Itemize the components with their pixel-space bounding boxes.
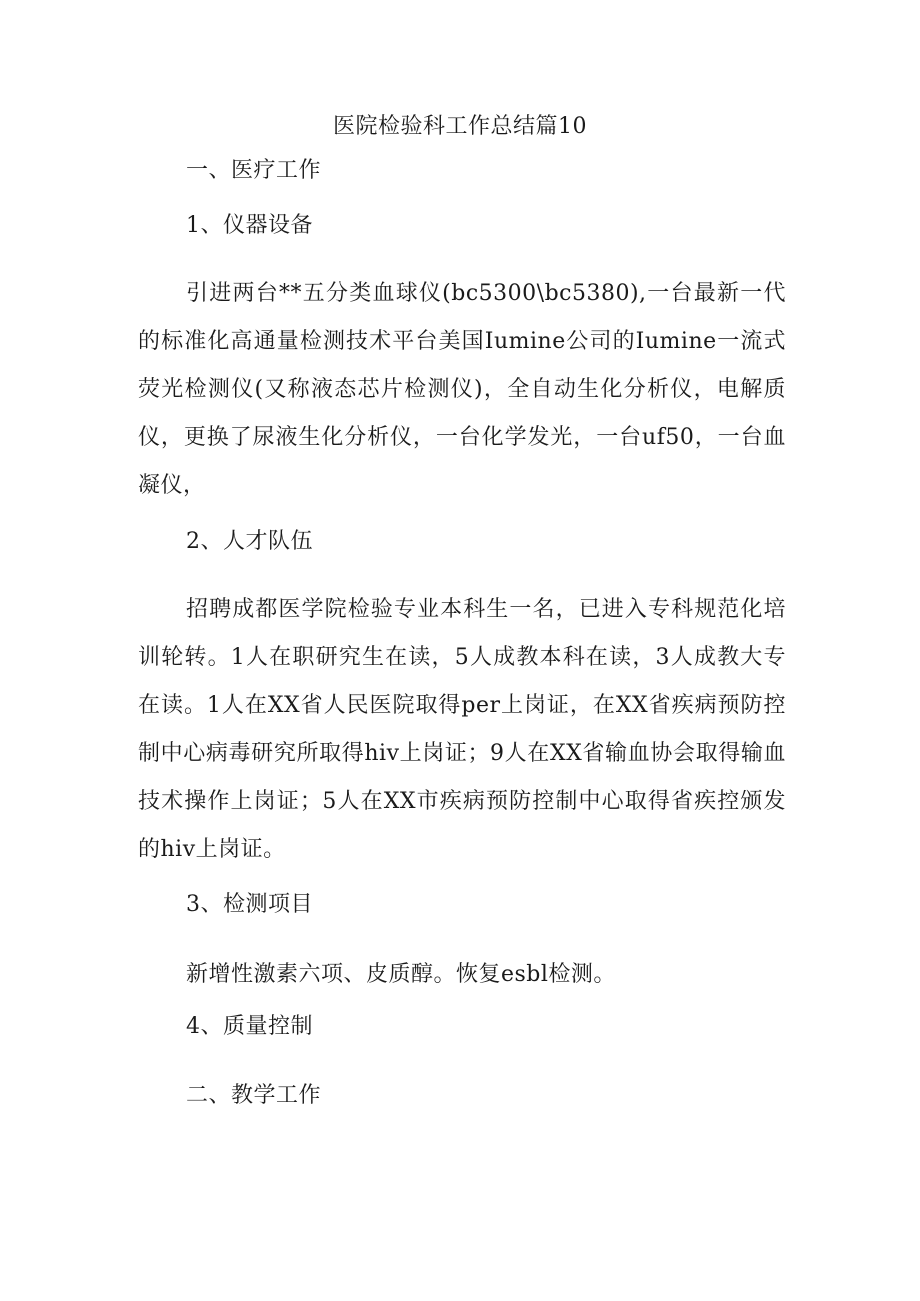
- paragraph-equipment: 引进两台**五分类血球仪(bc5300\bc5380),一台最新一代的标准化高通量检测技术平台美国Iumine公司的Iumine一流式荧光检测仪(又称液态芯片检测仪)，全自动生化分析仪，电解质仪，更换了尿液生化分析仪，一台化学发光，一台uf50，一台血凝仪，: [138, 281, 786, 498]
- paragraph-test-items: 新增性激素六项、皮质醇。恢复esbl检测。: [186, 962, 616, 987]
- subsection-heading-talent-team: 2、人才队伍: [186, 529, 313, 554]
- page-title: 医院检验科工作总结篇10: [333, 114, 587, 139]
- paragraph-talent-team: 招聘成都医学院检验专业本科生一名，已进入专科规范化培训轮转。1人在职研究生在读，5人成教本科在读，3人成教大专在读。1人在XX省人民医院取得per上岗证，在XX省疾病预防控制中心病毒研究所取得hiv上岗证；9人在XX省输血协会取得输血技术操作上岗证；5人在XX市疾病预防控制中心取得省疾控颁发的hiv上岗证。: [138, 597, 786, 862]
- subsection-heading-equipment: 1、仪器设备: [186, 213, 313, 238]
- subsection-heading-quality-control: 4、质量控制: [186, 1014, 313, 1039]
- subsection-heading-test-items: 3、检测项目: [186, 892, 313, 917]
- section-heading-medical-work: 一、医疗工作: [186, 158, 322, 183]
- section-heading-teaching-work: 二、教学工作: [186, 1083, 322, 1108]
